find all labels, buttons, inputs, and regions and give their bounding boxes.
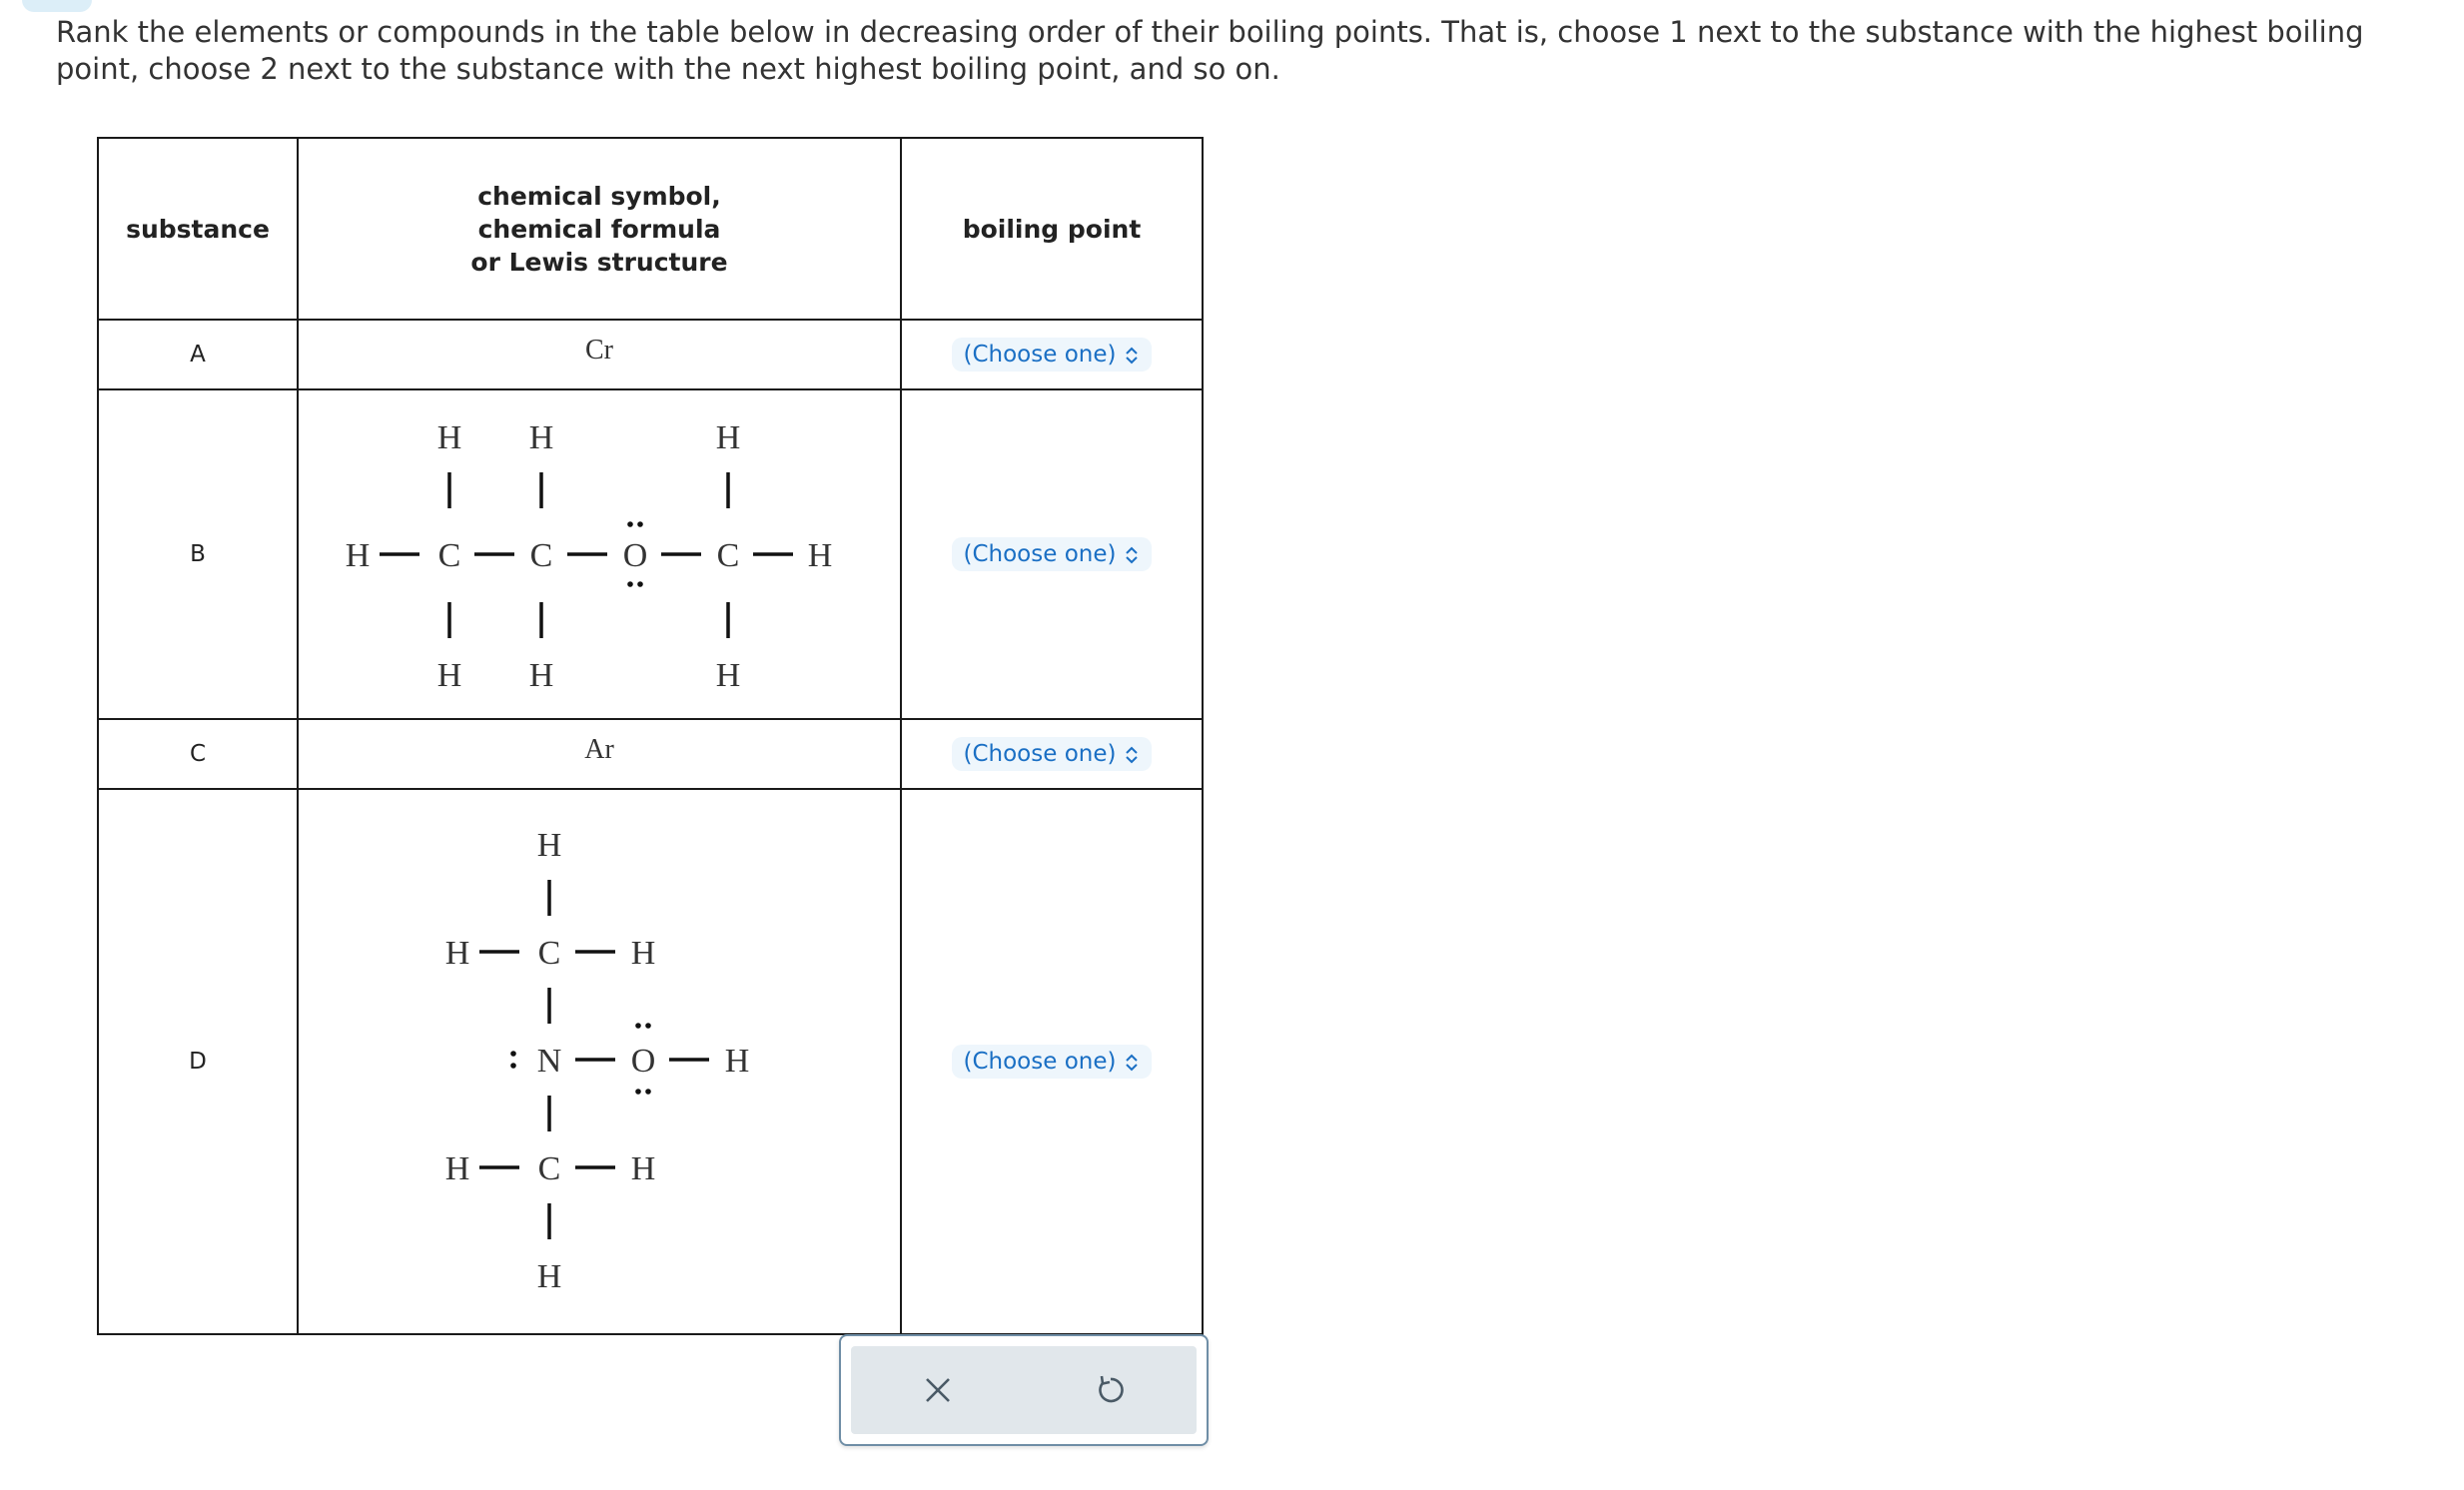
atom-h: H [436, 419, 462, 456]
undo-button[interactable] [1024, 1346, 1197, 1434]
atom-h: H [715, 657, 741, 694]
atom-o: O [630, 1043, 656, 1080]
answer-toolbar [839, 1334, 1209, 1446]
question-prompt: Rank the elements or compounds in the table below in decreasing order of their boiling points. That is, choose 1 next to the substance with the highest boiling point, choose 2 next to the substance with the next highest boiling point, and so on. [56, 15, 2364, 86]
table-row [98, 320, 1203, 389]
atom-n: N [536, 1043, 562, 1080]
clear-button[interactable] [851, 1346, 1024, 1434]
atom-h: H [630, 935, 656, 972]
atom-h: H [536, 1258, 562, 1295]
select-label: (Choose one) [963, 541, 1117, 567]
undo-icon [1094, 1373, 1128, 1407]
table-row [98, 389, 1203, 719]
select-label: (Choose one) [963, 741, 1117, 767]
atom-h: H [528, 657, 554, 694]
boiling-rank-select[interactable] [952, 338, 1153, 372]
header-formula-line-3: or Lewis structure [470, 247, 728, 277]
x-icon [923, 1375, 953, 1405]
atom-h: H [724, 1043, 750, 1080]
boiling-rank-select[interactable] [952, 537, 1153, 571]
atom-o: O [622, 537, 648, 574]
header-formula-line-1: chemical symbol, [477, 181, 721, 211]
table-row [98, 719, 1203, 789]
substance-letter: B [190, 541, 206, 567]
header-formula-line-2: chemical formula [477, 214, 721, 244]
lewis-structure-diethyl-ether [340, 404, 859, 704]
atom-h: H [715, 419, 741, 456]
table-row [98, 789, 1203, 1334]
header-substance: substance [98, 138, 298, 320]
atom-h: H [345, 537, 371, 574]
select-label: (Choose one) [963, 342, 1117, 368]
chevron-updown-icon [1124, 1052, 1140, 1074]
atom-h: H [807, 537, 833, 574]
atom-c: C [537, 1150, 561, 1187]
toolbar-panel [851, 1346, 1197, 1434]
atom-h: H [528, 419, 554, 456]
atom-c: C [716, 537, 740, 574]
header-formula [298, 138, 901, 320]
chevron-updown-icon [1124, 744, 1140, 766]
atom-h: H [444, 935, 470, 972]
atom-c: C [437, 537, 461, 574]
substance-letter: C [189, 741, 207, 767]
select-label: (Choose one) [963, 1049, 1117, 1075]
lewis-structure-hydroxylamine [419, 812, 779, 1311]
chevron-updown-icon [1124, 345, 1140, 367]
atom-h: H [630, 1150, 656, 1187]
boiling-rank-select[interactable] [952, 1045, 1153, 1079]
chemical-symbol: Ar [584, 734, 614, 765]
substance-letter: D [189, 1049, 207, 1075]
boiling-rank-select[interactable] [952, 737, 1153, 771]
atom-h: H [444, 1150, 470, 1187]
chevron-updown-icon [1124, 544, 1140, 566]
ranking-table [97, 137, 1204, 1335]
atom-c: C [537, 935, 561, 972]
atom-c: C [529, 537, 553, 574]
substance-letter: A [190, 342, 206, 368]
chemical-symbol: Cr [585, 335, 613, 366]
top-tab [22, 0, 92, 12]
atom-h: H [436, 657, 462, 694]
atom-h: H [536, 827, 562, 864]
header-boiling-point: boiling point [901, 138, 1203, 320]
